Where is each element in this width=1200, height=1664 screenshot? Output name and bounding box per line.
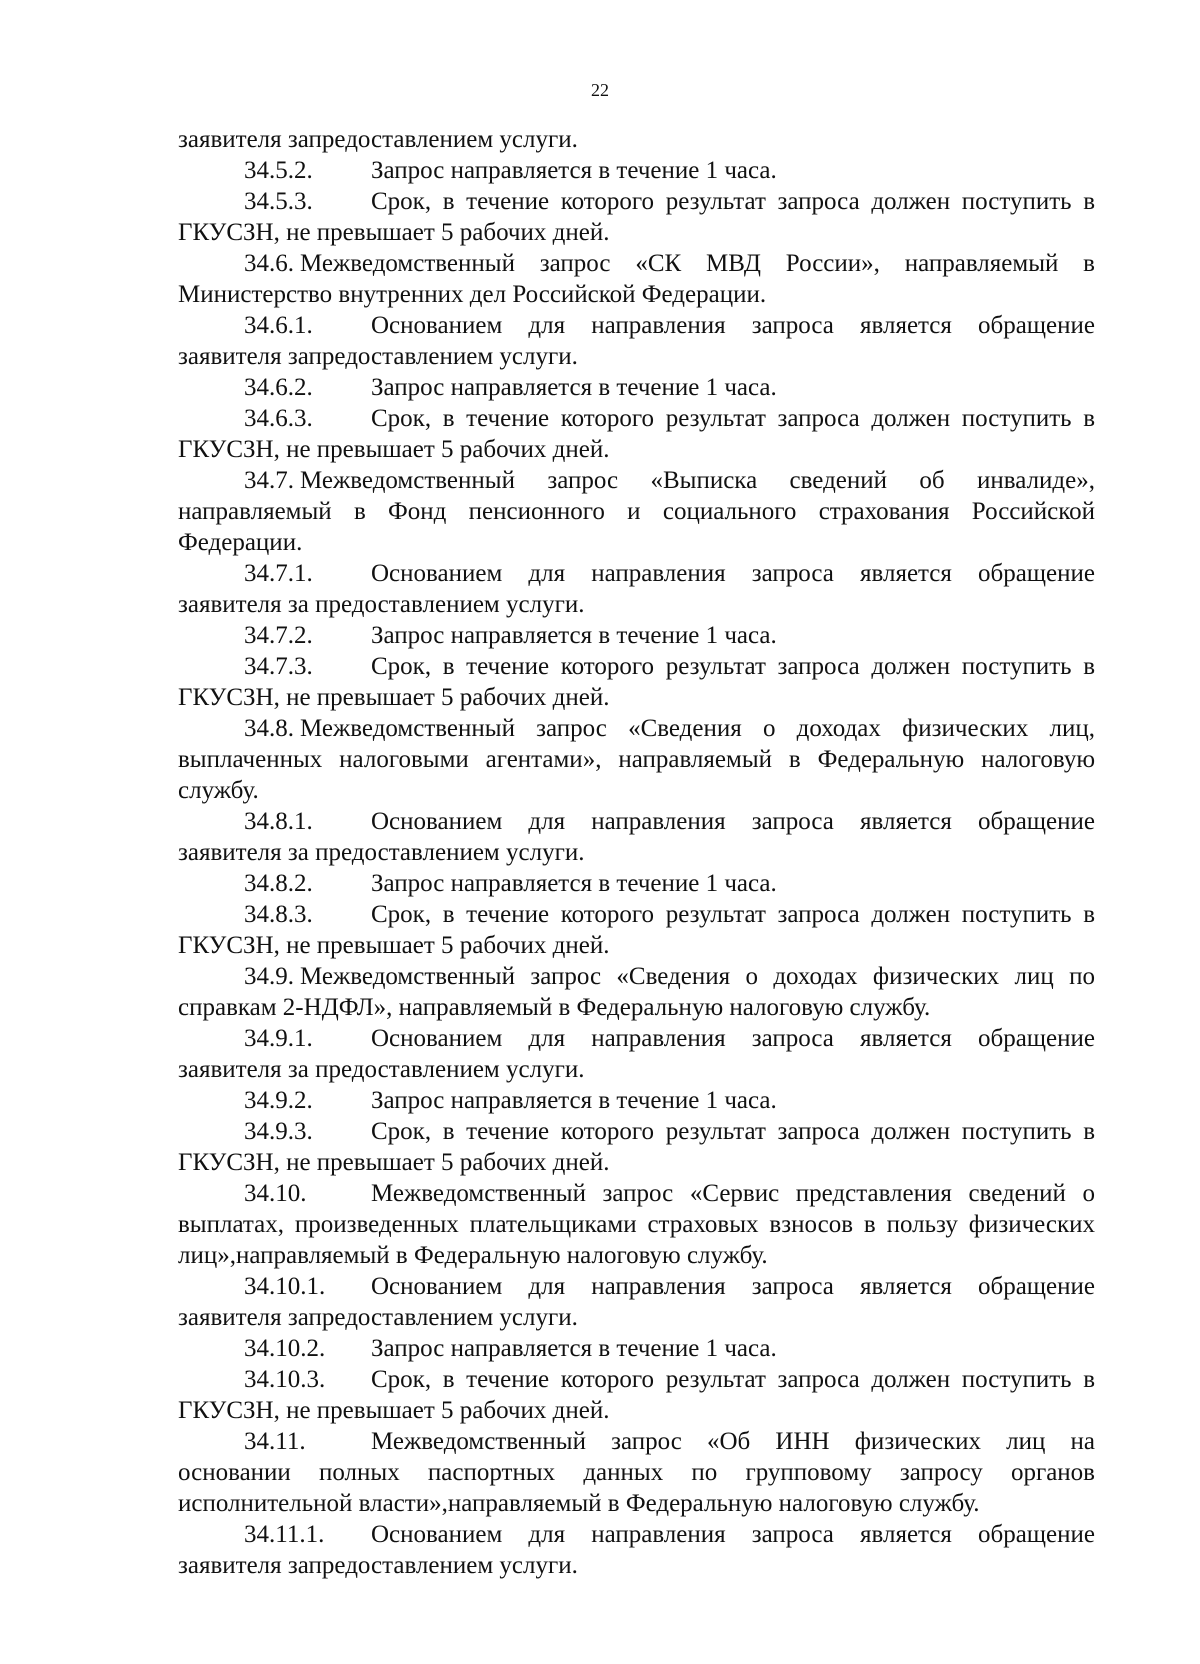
paragraph-number: 34.10.1.: [244, 1273, 326, 1300]
paragraph-text: Срок, в течение которого результат запроса должен поступить в ГКУСЗН, не превышает 5 рабочих дней.: [178, 1118, 1095, 1176]
paragraph-text: Запрос направляется в течение 1 часа.: [371, 1335, 777, 1362]
paragraph-34-7-2: [178, 620, 1095, 651]
paragraph-number: 34.9.1.: [244, 1025, 313, 1052]
paragraph-34-7-1: [178, 558, 1095, 620]
paragraph-text: Срок, в течение которого результат запроса должен поступить в ГКУСЗН, не превышает 5 рабочих дней.: [178, 901, 1095, 959]
paragraph-number: 34.11.1.: [244, 1521, 325, 1548]
paragraph-34-8-1: [178, 806, 1095, 868]
paragraph-text: Межведомственный запрос «Выписка сведений об инвалиде», направляемый в Фонд пенсионного и социального страхования Российской Федерации.: [178, 467, 1095, 556]
paragraph-text: Основанием для направления запроса является обращение заявителя запредоставлением услуги.: [178, 312, 1095, 370]
paragraph-text: Срок, в течение которого результат запроса должен поступить в ГКУСЗН, не превышает 5 рабочих дней.: [178, 1366, 1095, 1424]
paragraph-34-9-1: [178, 1023, 1095, 1085]
paragraph-number: 34.8.: [244, 715, 294, 742]
paragraph-34-7-3: [178, 651, 1095, 713]
paragraph-number: 34.7.2.: [244, 622, 313, 649]
paragraph-number: 34.6.3.: [244, 405, 313, 432]
paragraph-text: Межведомственный запрос «СК МВД России», направляемый в Министерство внутренних дел Российской Федерации.: [178, 250, 1095, 308]
paragraph-34-6-1: [178, 310, 1095, 372]
paragraph-text: Запрос направляется в течение 1 часа.: [371, 1087, 777, 1114]
paragraph-number: 34.8.1.: [244, 808, 313, 835]
paragraph-text: заявителя запредоставлением услуги.: [178, 126, 578, 153]
paragraph-number: 34.6.: [244, 250, 294, 277]
paragraph-continuation: [178, 124, 1095, 155]
paragraph-number: 34.8.3.: [244, 901, 313, 928]
paragraph-number: 34.6.2.: [244, 374, 313, 401]
page-number: 22: [591, 80, 609, 100]
paragraph-34-10: [178, 1178, 1095, 1271]
paragraph-34-7: [178, 465, 1095, 558]
paragraph-34-8: [178, 713, 1095, 806]
paragraph-34-11: [178, 1426, 1095, 1519]
paragraph-text: Межведомственный запрос «Сведения о доходах физических лиц по справкам 2-НДФЛ», направляемый в Федеральную налоговую службу.: [178, 963, 1095, 1021]
paragraph-34-11-1: [178, 1519, 1095, 1581]
paragraph-34-9-3: [178, 1116, 1095, 1178]
paragraph-text: Срок, в течение которого результат запроса должен поступить в ГКУСЗН, не превышает 5 рабочих дней.: [178, 188, 1095, 246]
paragraph-number: 34.7.: [244, 467, 294, 494]
paragraph-34-10-3: [178, 1364, 1095, 1426]
paragraph-number: 34.9.3.: [244, 1118, 313, 1145]
paragraph-text: Срок, в течение которого результат запроса должен поступить в ГКУСЗН, не превышает 5 рабочих дней.: [178, 405, 1095, 463]
paragraph-34-5-2: [178, 155, 1095, 186]
paragraph-text: Запрос направляется в течение 1 часа.: [371, 374, 777, 401]
paragraph-number: 34.10.: [244, 1180, 307, 1207]
document-body: [178, 124, 1095, 1581]
paragraph-number: 34.11.: [244, 1428, 306, 1455]
paragraph-text: Межведомственный запрос «Об ИНН физических лиц на основании полных паспортных данных по групповому запросу органов исполнительной власти»,направляемый в Федеральную налоговую службу.: [178, 1428, 1095, 1517]
paragraph-number: 34.6.1.: [244, 312, 313, 339]
paragraph-34-6-2: [178, 372, 1095, 403]
paragraph-text: Запрос направляется в течение 1 часа.: [371, 157, 777, 184]
paragraph-text: Основанием для направления запроса является обращение заявителя запредоставлением услуги.: [178, 1521, 1095, 1579]
paragraph-text: Запрос направляется в течение 1 часа.: [371, 622, 777, 649]
paragraph-34-5-3: [178, 186, 1095, 248]
paragraph-34-9: [178, 961, 1095, 1023]
paragraph-number: 34.7.3.: [244, 653, 313, 680]
paragraph-34-6: [178, 248, 1095, 310]
paragraph-number: 34.8.2.: [244, 870, 313, 897]
paragraph-34-10-2: [178, 1333, 1095, 1364]
paragraph-number: 34.5.2.: [244, 157, 313, 184]
paragraph-number: 34.9.2.: [244, 1087, 313, 1114]
paragraph-number: 34.10.3.: [244, 1366, 326, 1393]
paragraph-text: Межведомственный запрос «Сервис представления сведений о выплатах, произведенных плательщиками страховых взносов в пользу физических лиц»,направляемый в Федеральную налоговую службу.: [178, 1180, 1095, 1269]
paragraph-text: Основанием для направления запроса является обращение заявителя за предоставлением услуги.: [178, 560, 1095, 618]
paragraph-text: Основанием для направления запроса является обращение заявителя запредоставлением услуги.: [178, 1273, 1095, 1331]
paragraph-34-8-2: [178, 868, 1095, 899]
paragraph-34-9-2: [178, 1085, 1095, 1116]
paragraph-number: 34.5.3.: [244, 188, 313, 215]
paragraph-text: Основанием для направления запроса является обращение заявителя за предоставлением услуги.: [178, 1025, 1095, 1083]
paragraph-number: 34.9.: [244, 963, 294, 990]
paragraph-number: 34.10.2.: [244, 1335, 326, 1362]
paragraph-34-6-3: [178, 403, 1095, 465]
paragraph-text: Основанием для направления запроса является обращение заявителя за предоставлением услуги.: [178, 808, 1095, 866]
paragraph-34-10-1: [178, 1271, 1095, 1333]
paragraph-text: Межведомственный запрос «Сведения о доходах физических лиц, выплаченных налоговыми агентами», направляемый в Федеральную налоговую службу.: [178, 715, 1095, 804]
paragraph-number: 34.7.1.: [244, 560, 313, 587]
paragraph-34-8-3: [178, 899, 1095, 961]
paragraph-text: Запрос направляется в течение 1 часа.: [371, 870, 777, 897]
paragraph-text: Срок, в течение которого результат запроса должен поступить в ГКУСЗН, не превышает 5 рабочих дней.: [178, 653, 1095, 711]
